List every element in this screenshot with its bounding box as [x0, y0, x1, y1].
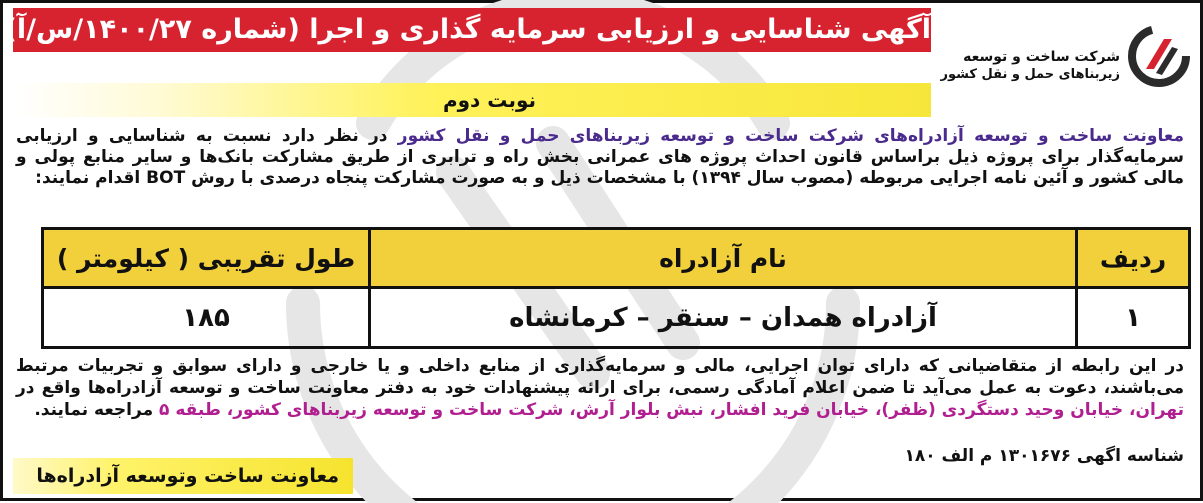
footer-banner: [13, 458, 353, 494]
cell-freeway-name: آزادراه همدان – سنقر – کرمانشاه: [368, 289, 1078, 346]
footer-signature: معاونت ساخت وتوسعه آزادراه‌ها: [36, 465, 339, 487]
details-text: در این رابطه از متقاضیانی که دارای توان اجرایی، مالی و سرمایه‌گذاری از منابع داخلی و یا خارجی و دارای سوابق و تجربیات مرتبط می‌باشند، دعوت به عمل می‌آید تا ضمن اعلام آمادگی رسمی، برای ارائه پیشنهادات خود به دفتر معاونت ساخت و توسعه آزادراه‌ها واقع در: [16, 356, 1184, 398]
header-freeway-name: نام آزادراه: [368, 230, 1078, 286]
details-tail: مراجعه نمایند.: [34, 400, 160, 420]
intro-highlight: معاونت ساخت و توسعه آزادراه‌های شرکت ساخت و توسعه زیربناهای حمل و نقل کشور: [397, 126, 1184, 146]
company-name-line1: شرکت ساخت و توسعه: [963, 49, 1120, 65]
company-logo: [942, 21, 1192, 101]
turn-banner: [13, 83, 931, 117]
cell-row-number: ۱: [1125, 302, 1141, 333]
company-logo-icon: [1126, 23, 1192, 89]
intro-paragraph: [16, 126, 1184, 189]
cell-length: ۱۸۵: [182, 302, 230, 333]
office-address: تهران، خیابان وحید دستگردی (ظفر)، خیابان فرید افشار، نبش بلوار آرش، شرکت ساخت و توسعه زیربناهای کشور، طبقه ۵: [159, 400, 1184, 420]
ad-identifier: شناسه اگهی ۱۳۰۱۶۷۶ م الف ۱۸۰: [904, 446, 1184, 466]
details-paragraph: [16, 355, 1184, 421]
table-row: [44, 289, 1188, 346]
header-length: طول تقریبی ( کیلومتر ): [56, 243, 356, 273]
intro-text: در نظر دارد نسبت به شناسایی و ارزیابی سرمایه‌گذار برای پروژه ذیل براساس قانون احداث پروژه های عمرانی بخش راه و ترابری از طریق مشارکت بانک‌ها و سایر منابع پولی و مالی کشور و آئین نامه اجرایی مربوطه (مصوب سال ۱۳۹۴) با مشخصات ذیل و به صورت مشارکت پنجاه درصدی با روش BOT اقدام نمایند:: [16, 126, 1184, 188]
table-header: [44, 230, 1188, 289]
project-table: [41, 227, 1191, 349]
company-name: [940, 49, 1120, 83]
company-name-line2: زیربناهای حمل و نقل کشور: [940, 67, 1120, 82]
ad-title: آگهی شناسایی و ارزیابی سرمایه گذاری و اجرا (شماره ۱۴۰۰/۲۷/س/آ): [13, 8, 931, 52]
header-row-number: ردیف: [1099, 243, 1167, 273]
turn-label: نوبت دوم: [442, 88, 536, 112]
